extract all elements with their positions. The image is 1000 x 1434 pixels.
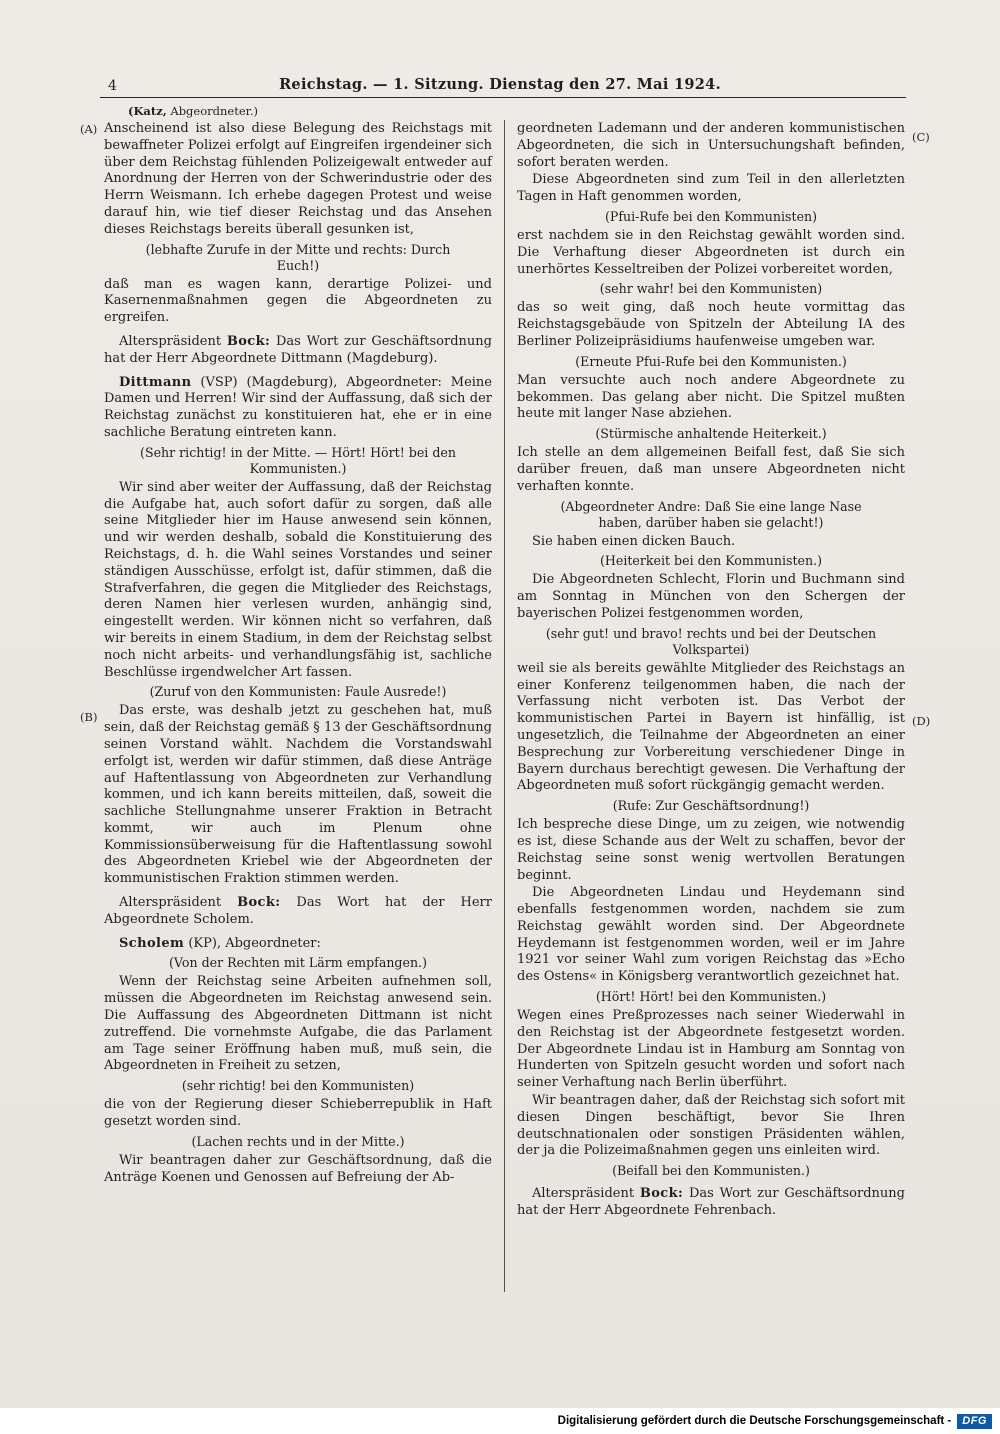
paragraph: Wegen eines Preßprozesses nach seiner Wiederwahl in den Reichstag ist der Abgeordnete festgesetzt worden. Der Abgeordnete Lindau ist in Hamburg am Sonntag von Hunderten von Spitzeln gesucht worden und sofort nach seiner Verhaftung nach Berlin überführt. — [517, 1008, 905, 1091]
margin-marker-d: (D) — [912, 714, 931, 728]
header-rule — [100, 97, 906, 98]
speech-paragraph: Scholem (KP), Abgeordneter: — [119, 935, 321, 951]
stage-direction: (Heiterkeit bei den Kommunisten.) — [599, 553, 823, 569]
paragraph: weil sie als bereits gewählte Mitglieder des Reichstags an einer Konferenz teilgenommen haben, die nach der Verfassung nicht verboten ist. Das Verbot der kommunistischen Partei in Bayern ist hinfällig, ist ungesetzlich, die Teilnahme der Abgeordneten an einer Besprechung zur Vorbereitung verschiedener Dinge in Bayern durchaus berechtigt gewesen. Die Verhaftung der Abgeordneten muß sofort rückgängig gemacht werden. — [517, 660, 905, 794]
right-column — [517, 120, 905, 1300]
paragraph: Anscheinend ist also diese Belegung des Reichstags mit bewaffneter Polizei erfolgt auf Eingreifen irgendeiner sich über dem Reichstag fühlenden Polizeigewalt entweder auf Anordnung der Herren von der Schwerindustrie oder des Herrn Weismann. Ich erhebe dagegen Protest und weise darauf hin, wie tief dieser Reichstag und das Ansehen dieses Reichstags bereits überall gesunken ist, — [104, 121, 492, 237]
stage-direction: (Erneute Pfui-Rufe bei den Kommunisten.) — [575, 353, 847, 369]
paragraph: Sie haben einen dicken Bauch. — [532, 533, 736, 549]
paragraph: Wir beantragen daher zur Geschäftsordnung, daß die Anträge Koenen und Genossen auf Befreiung der Ab- — [104, 1152, 492, 1185]
stage-direction: (Zuruf von den Kommunisten: Faule Ausrede!) — [149, 684, 447, 700]
margin-marker-a: (A) — [80, 122, 98, 136]
paragraph: geordneten Lademann und der anderen kommunistischen Abgeordneten, die sich in Untersuchungshaft befinden, sofort beraten werden. — [517, 121, 905, 170]
left-column — [104, 120, 492, 1300]
digitization-footer — [0, 1408, 1000, 1434]
paragraph: Ich stelle an dem allgemeinen Beifall fest, daß Sie sich darüber freuen, daß man unsere Abgeordneten nicht verhaften konnte. — [517, 445, 905, 494]
speech-paragraph: Alterspräsident Bock: Das Wort zur Geschäftsordnung hat der Herr Abgeordnete Dittmann (Magdeburg). — [104, 333, 492, 366]
speech-paragraph: Alterspräsident Bock: Das Wort zur Geschäftsordnung hat der Herr Abgeordnete Fehrenbach. — [517, 1186, 905, 1219]
paragraph: Ich bespreche diese Dinge, um zu zeigen, wie notwendig es ist, diese Schande aus der Welt zu schaffen, bevor der Reichstag seine sonst wenig wertvollen Beratungen beginnt. — [517, 817, 905, 883]
text-columns — [104, 120, 906, 1300]
margin-marker-b: (B) — [80, 710, 98, 724]
paragraph: Man versuchte auch noch andere Abgeordnete zu bekommen. Das gelang aber nicht. Die Spitzel mußten heute mit langer Nase abziehen. — [517, 372, 905, 422]
stage-direction: (sehr wahr! bei den Kommunisten) — [599, 281, 823, 297]
stage-direction: (Rufe: Zur Geschäftsordnung!) — [612, 798, 810, 814]
paragraph: Das erste, was deshalb jetzt zu geschehen hat, muß sein, daß der Reichstag gemäß § 13 der Geschäftsordnung seinen Vorstand wählt. Nachdem die Vorstandswahl erfolgt ist, werden wir dafür stimmen, daß diese Anträge auf Haftentlassung von Abgeordneten zur Verhandlung kommen, und ich kann bereits mitteilen, daß, soweit die sachliche Stellungnahme unserer Fraktion in Betracht kommt, wir auch im Plenum ohne Kommissionsüberweisung für die Haftentlassung sowohl des Abgeordneten Kriebel wie der Abgeordneten der kommunistischen Fraktion stimmen werden. — [104, 703, 492, 887]
paragraph: erst nachdem sie in den Reichstag gewählt worden sind. Die Verhaftung dieser Abgeordneten ist durch ein unerhörtes Kesseltreiben der Polizei vorbereitet worden, — [517, 227, 905, 277]
stage-direction: (Stürmische anhaltende Heiterkeit.) — [595, 426, 827, 442]
stage-direction: (Sehr richtig! in der Mitte. — Hört! Hört! bei den Kommunisten.) — [140, 444, 456, 476]
stage-direction: (Hört! Hört! bei den Kommunisten.) — [595, 989, 827, 1005]
speech-paragraph: Dittmann (VSP) (Magdeburg), Abgeordneter: Meine Damen und Herren! Wir sind der Auffassung, daß sich der Reichstag zunächst zu konstituieren hat, ehe er in eine sachliche Beratung eintreten kann. — [104, 374, 492, 440]
stage-direction: (Lachen rechts und in der Mitte.) — [191, 1133, 405, 1149]
running-head-rest: Abgeordneter.) — [166, 104, 259, 118]
paragraph: Die Abgeordneten Lindau und Heydemann sind ebenfalls festgenommen worden, nachdem sie zum Reichstag gewählt worden sind. Der Abgeordnete Heydemann ist festgenommen worden, weil er im Jahre 1921 vor seiner Wahl zum vorigen Reichstag das »Echo des Ostens« in Königsberg verantwortlich gezeichnet hat. — [517, 885, 905, 985]
running-head — [128, 104, 258, 118]
paragraph: Wenn der Reichstag seine Arbeiten aufnehmen soll, müssen die Abgeordneten im Reichstag anwesend sein. Die Auffassung des Abgeordneten Dittmann ist nicht zutreffend. Die vornehmste Aufgabe, die das Parlament am Tage seiner Eröffnung haben muß, muß sein, die Abgeordneten in Freiheit zu setzen, — [104, 974, 492, 1074]
page-number: 4 — [108, 78, 117, 94]
stage-direction: (Abgeordneter Andre: Daß Sie eine lange Nase haben, darüber haben sie gelacht!) — [560, 498, 862, 530]
paragraph: Diese Abgeordneten sind zum Teil in den allerletzten Tagen in Haft genommen worden, — [517, 172, 905, 205]
paragraph: Wir sind aber weiter der Auffassung, daß der Reichstag die Aufgabe hat, auch sofort dafür zu sorgen, daß alle seine Mitglieder hier im Hause anwesend sein können, und wir werden deshalb, sobald die Konstituierung des Reichstags, d. h. die Wahl seines Vorstandes und seiner ständigen Ausschüsse, erfolgt ist, dafür stimmen, daß die Strafverfahren, die gegen die Mitglieder des Reichstags, deren Namen hier verlesen wurden, anhängig sind, eingestellt werden. Wir können nicht so verfahren, daß wir bereits in einem Stadium, in dem der Reichstag selbst noch nicht arbeits- und verhandlungsfähig ist, sachliche Beschlüsse irgendwelcher Art fassen. — [104, 479, 492, 680]
stage-direction: (Von der Rechten mit Lärm empfangen.) — [169, 955, 427, 971]
stage-direction: (sehr gut! und bravo! rechts und bei der Deutschen Volkspartei) — [545, 625, 877, 657]
stage-direction: (Pfui-Rufe bei den Kommunisten) — [604, 208, 818, 224]
stage-direction: (sehr richtig! bei den Kommunisten) — [181, 1078, 415, 1094]
stage-direction: (Beifall bei den Kommunisten.) — [612, 1163, 810, 1179]
paragraph: Wir beantragen daher, daß der Reichstag sich sofort mit diesen Dingen beschäftigt, bevor Sie Ihren deutschnationalen oder sonstigen Präsidenten wählen, der ja die Polizeimaßnahmen gegen uns einleiten wird. — [517, 1093, 905, 1159]
paragraph: das so weit ging, daß noch heute vormittag das Reichstagsgebäude von Spitzeln der Abteilung IA des Berliner Polizeipräsidiums haufenweise umgeben war. — [517, 300, 905, 349]
margin-marker-c: (C) — [912, 130, 930, 144]
paragraph: Die Abgeordneten Schlecht, Florin und Buchmann sind am Sonntag in München von den Schergen der bayerischen Polizei festgenommen worden, — [517, 572, 905, 621]
stage-direction: (lebhafte Zurufe in der Mitte und rechts: Durch Euch!) — [145, 241, 451, 273]
digitization-credit-text: Digitalisierung gefördert durch die Deutsche Forschungsgemeinschaft - — [557, 1415, 952, 1427]
paragraph: daß man es wagen kann, derartige Polizei- und Kasernenmaßnahmen gegen die Abgeordneten zu ergreifen. — [104, 276, 492, 326]
speech-paragraph: Alterspräsident Bock: Das Wort hat der Herr Abgeordnete Scholem. — [104, 895, 492, 927]
running-head-speaker: (Katz, — [128, 104, 167, 118]
dfg-logo: DFG — [957, 1414, 992, 1429]
column-divider — [504, 120, 505, 1292]
paragraph: die von der Regierung dieser Schieberrepublik in Haft gesetzt worden sind. — [104, 1097, 492, 1130]
page-header-title: Reichstag. — 1. Sitzung. Dienstag den 27. Mai 1924. — [279, 76, 721, 93]
